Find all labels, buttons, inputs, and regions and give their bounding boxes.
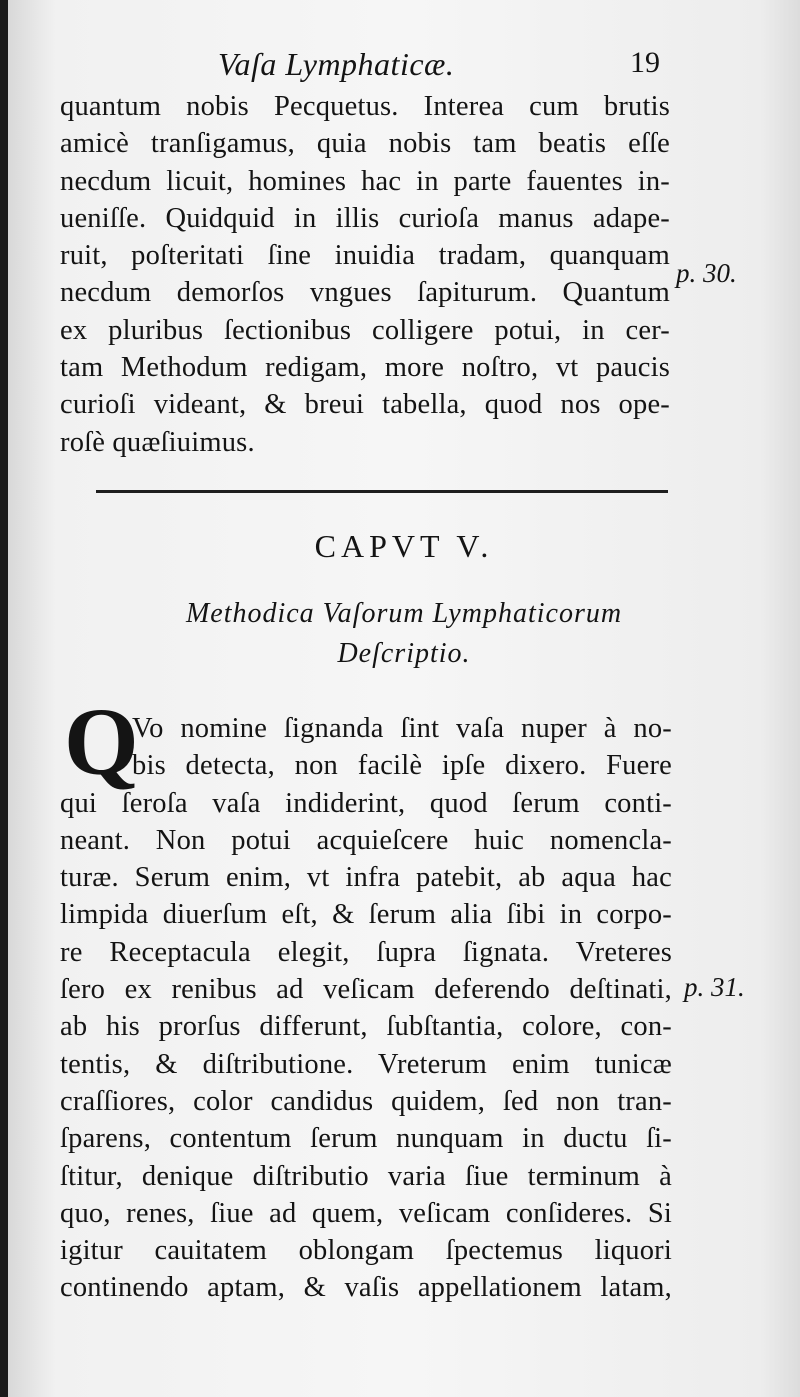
text-line: turæ. Serum enim, vt infra patebit, ab aqua hac — [60, 862, 672, 894]
section-divider — [96, 490, 668, 493]
text-line: ruit, poſteritati ſine inuidia tradam, quanquam — [60, 240, 670, 272]
margin-note: p. 31. — [684, 972, 745, 1002]
text-line: ex pluribus ſectionibus colligere potui, in cer- — [60, 314, 670, 346]
main-paragraph — [60, 710, 672, 1307]
page-number: 19 — [630, 46, 660, 79]
text-line: curioſi videant, & breui tabella, quod nos ope- — [60, 389, 670, 421]
text-line: ſparens, contentum ſerum nunquam in ductu ſi- — [60, 1123, 672, 1155]
text-line: tentis, & diſtributione. Vreterum enim tunicæ — [60, 1048, 672, 1080]
chapter-subtitle-line-1: Methodica Vaſorum Lymphaticorum — [185, 598, 623, 629]
text-line: amicè tranſigamus, quia nobis tam beatis eſſe — [60, 128, 670, 160]
text-line: ab his prorſus differunt, ſubſtantia, colore, con- — [60, 1011, 672, 1043]
text-line: neant. Non potui acquieſcere huic nomencla- — [60, 824, 672, 856]
page-header — [8, 40, 800, 90]
chapter-subtitle-line-2: Deſcriptio. — [337, 638, 471, 669]
top-paragraph — [60, 88, 670, 461]
text-line: craſſiores, color candidus quidem, ſed non tran- — [60, 1085, 672, 1117]
chapter-heading: CAPVT V. — [314, 528, 494, 564]
text-line: quo, renes, ſiue ad quem, veſicam conſideres. Si — [60, 1197, 672, 1229]
text-line: continendo aptam, & vaſis appellationem latam, — [60, 1272, 672, 1304]
text-line: qui ſeroſa vaſa indiderint, quod ſerum conti- — [60, 787, 672, 819]
margin-note: p. 30. — [676, 258, 737, 288]
text-line: quantum nobis Pecquetus. Interea cum brutis — [60, 91, 670, 122]
text-line: Vo nomine ſignanda ſint vaſa nuper à no- — [132, 713, 672, 744]
text-line: limpida diuerſum eſt, & ſerum alia ſibi in corpo- — [60, 899, 672, 931]
text-line: necdum demorſos vngues ſapiturum. Quantum — [60, 277, 670, 309]
drop-cap: Q — [64, 688, 139, 795]
text-line: re Receptacula elegit, ſupra ſignata. Vreteres — [60, 936, 672, 968]
book-page — [8, 0, 800, 1397]
text-line: ſtitur, denique diſtributio varia ſiue terminum à — [60, 1160, 672, 1192]
text-line: ſero ex renibus ad veſicam deferendo deſtinati, — [60, 974, 672, 1006]
text-line: bis detecta, non facilè ipſe dixero. Fuere — [132, 750, 672, 782]
running-title: Vaſa Lymphaticæ. — [218, 46, 455, 82]
text-line: roſè quæſiuimus. — [60, 426, 255, 458]
text-line: igitur cauitatem oblongam ſpectemus liquori — [60, 1235, 672, 1267]
text-line: tam Methodum redigam, more noſtro, vt paucis — [60, 352, 670, 384]
text-line: ueniſſe. Quidquid in illis curioſa manus adape- — [60, 202, 670, 234]
text-line: necdum licuit, homines hac in parte fauentes in- — [60, 165, 670, 197]
